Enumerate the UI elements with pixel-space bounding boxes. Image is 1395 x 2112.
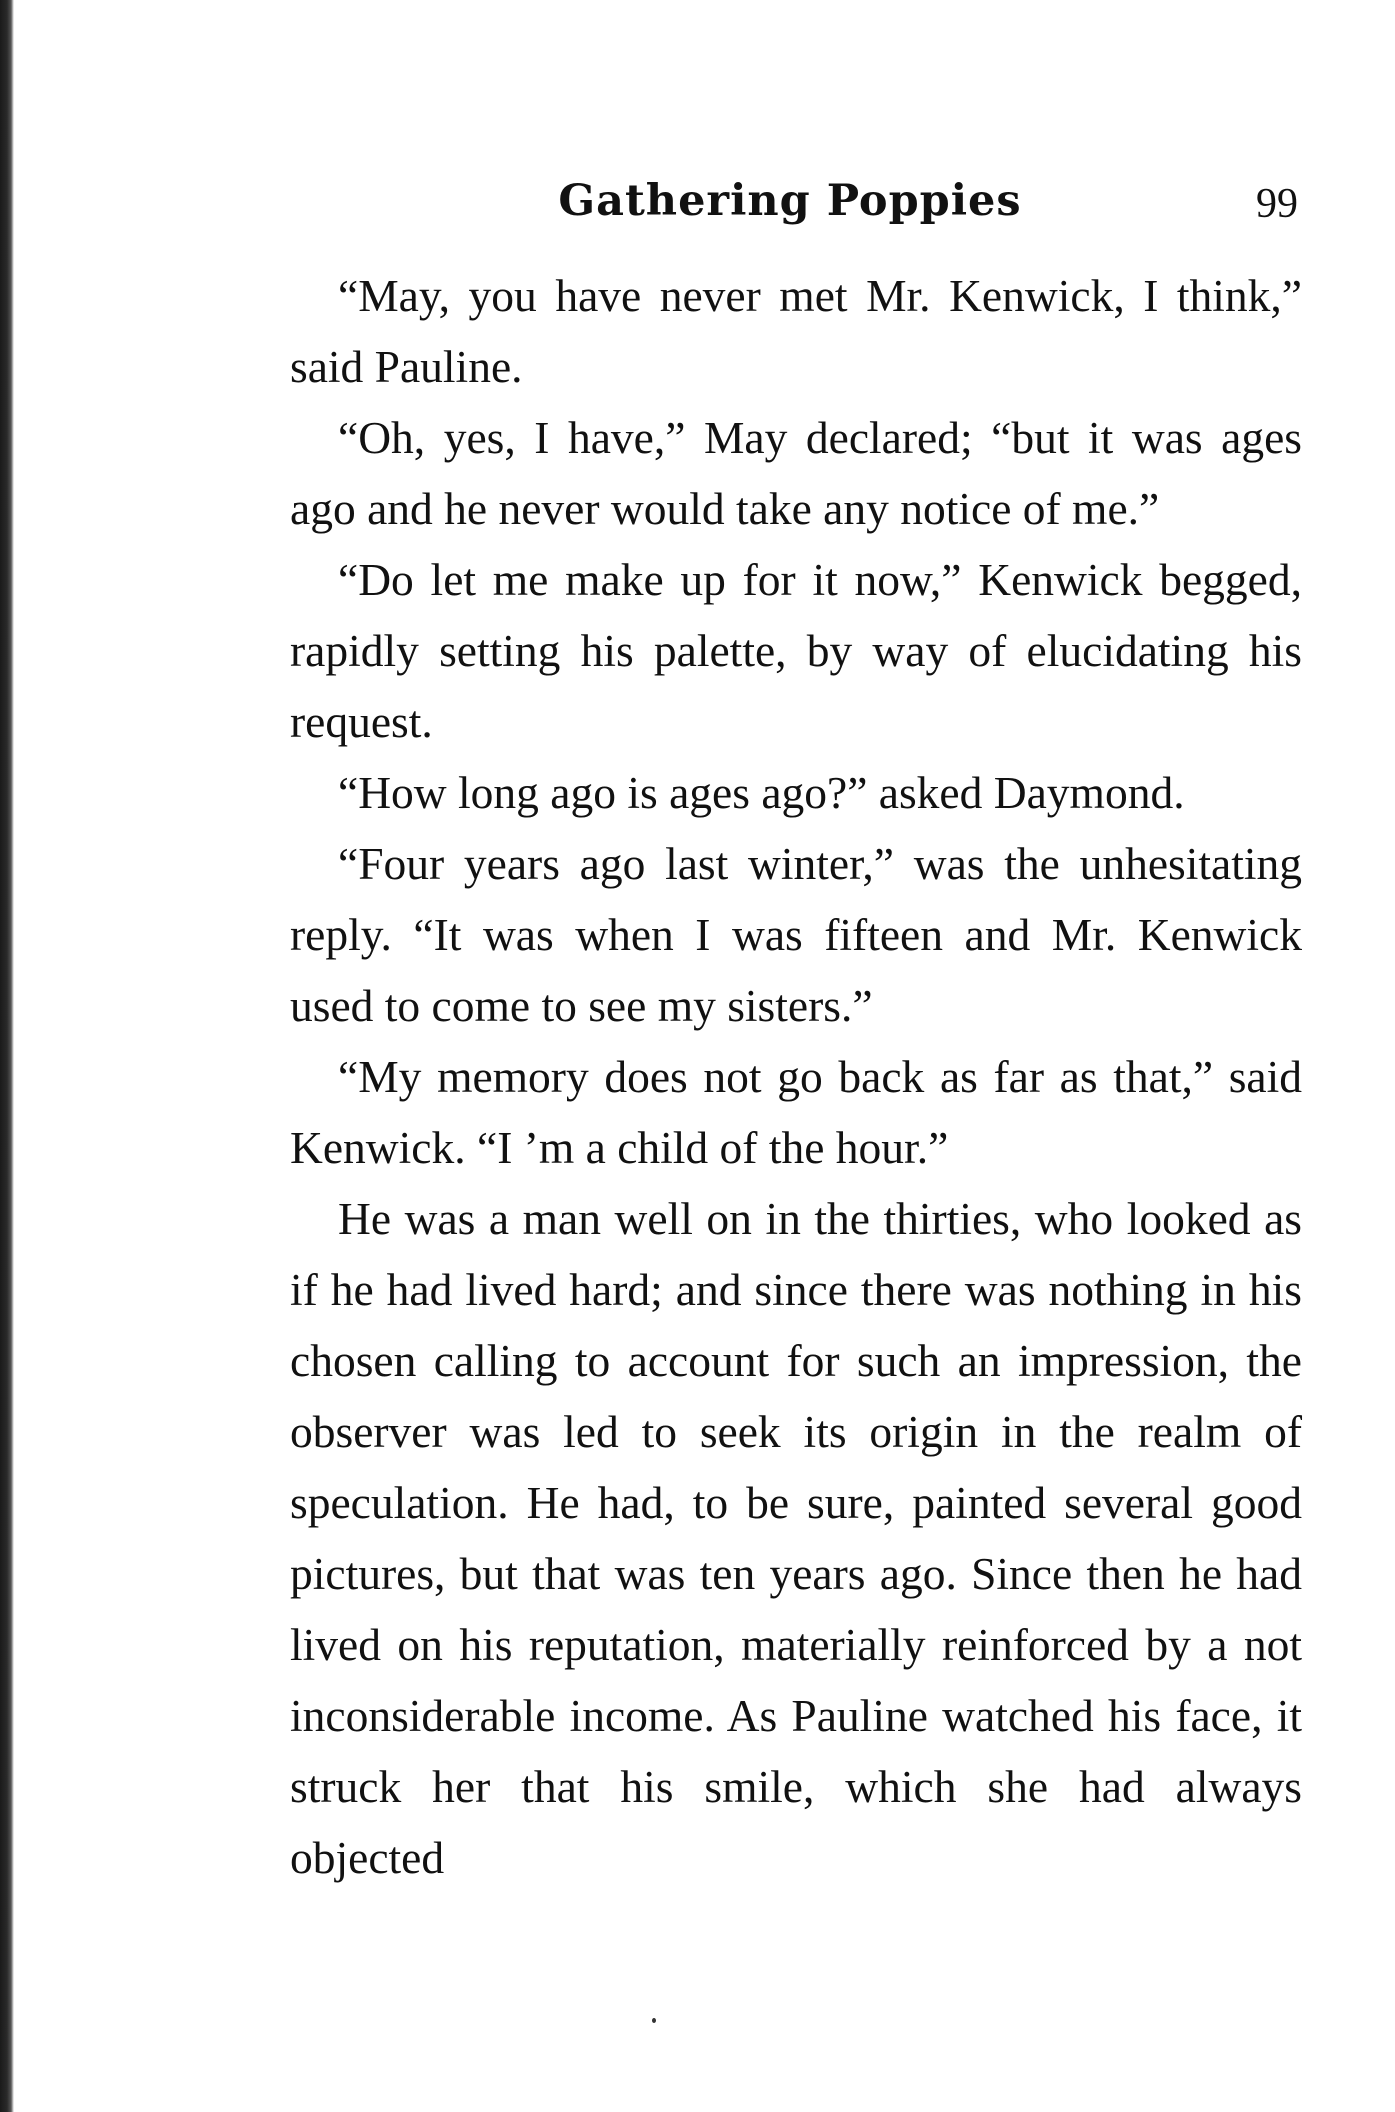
page-number: 99 <box>1256 181 1298 227</box>
paragraph: “How long ago is ages ago?” asked Daymond. <box>338 767 1185 818</box>
paragraph: “Do let me make up for it now,” Kenwick begged, rapidly setting his palette, by way of elucidating his request. <box>290 554 1302 747</box>
paragraph: He was a man well on in the thirties, who looked as if he had lived hard; and since there was nothing in his chosen calling to account for such an impression, the observer was led to seek its origin in the realm of speculation. He had, to be sure, painted several good pictures, but that was ten years ago. Since then he had lived on his reputation, materially reinforced by a not inconsiderable income. As Pauline watched his face, it struck her that his smile, which she had always objected <box>290 1193 1302 1883</box>
page-speck <box>652 2018 656 2023</box>
running-title: Gathering Poppies <box>558 176 1022 226</box>
paragraph: “Four years ago last winter,” was the unhesitating reply. “It was when I was fifteen and Mr. Kenwick used to come to see my sisters.” <box>290 838 1302 1031</box>
paragraph: “May, you have never met Mr. Kenwick, I think,” said Pauline. <box>290 270 1302 392</box>
paragraph: “My memory does not go back as far as that,” said Kenwick. “I ’m a child of the hour.” <box>290 1051 1302 1173</box>
book-binding-edge <box>0 0 14 2112</box>
running-head <box>290 168 1310 238</box>
paragraph: “Oh, yes, I have,” May declared; “but it was ages ago and he never would take any notice of me.” <box>290 412 1302 534</box>
body-text <box>290 260 1302 1893</box>
